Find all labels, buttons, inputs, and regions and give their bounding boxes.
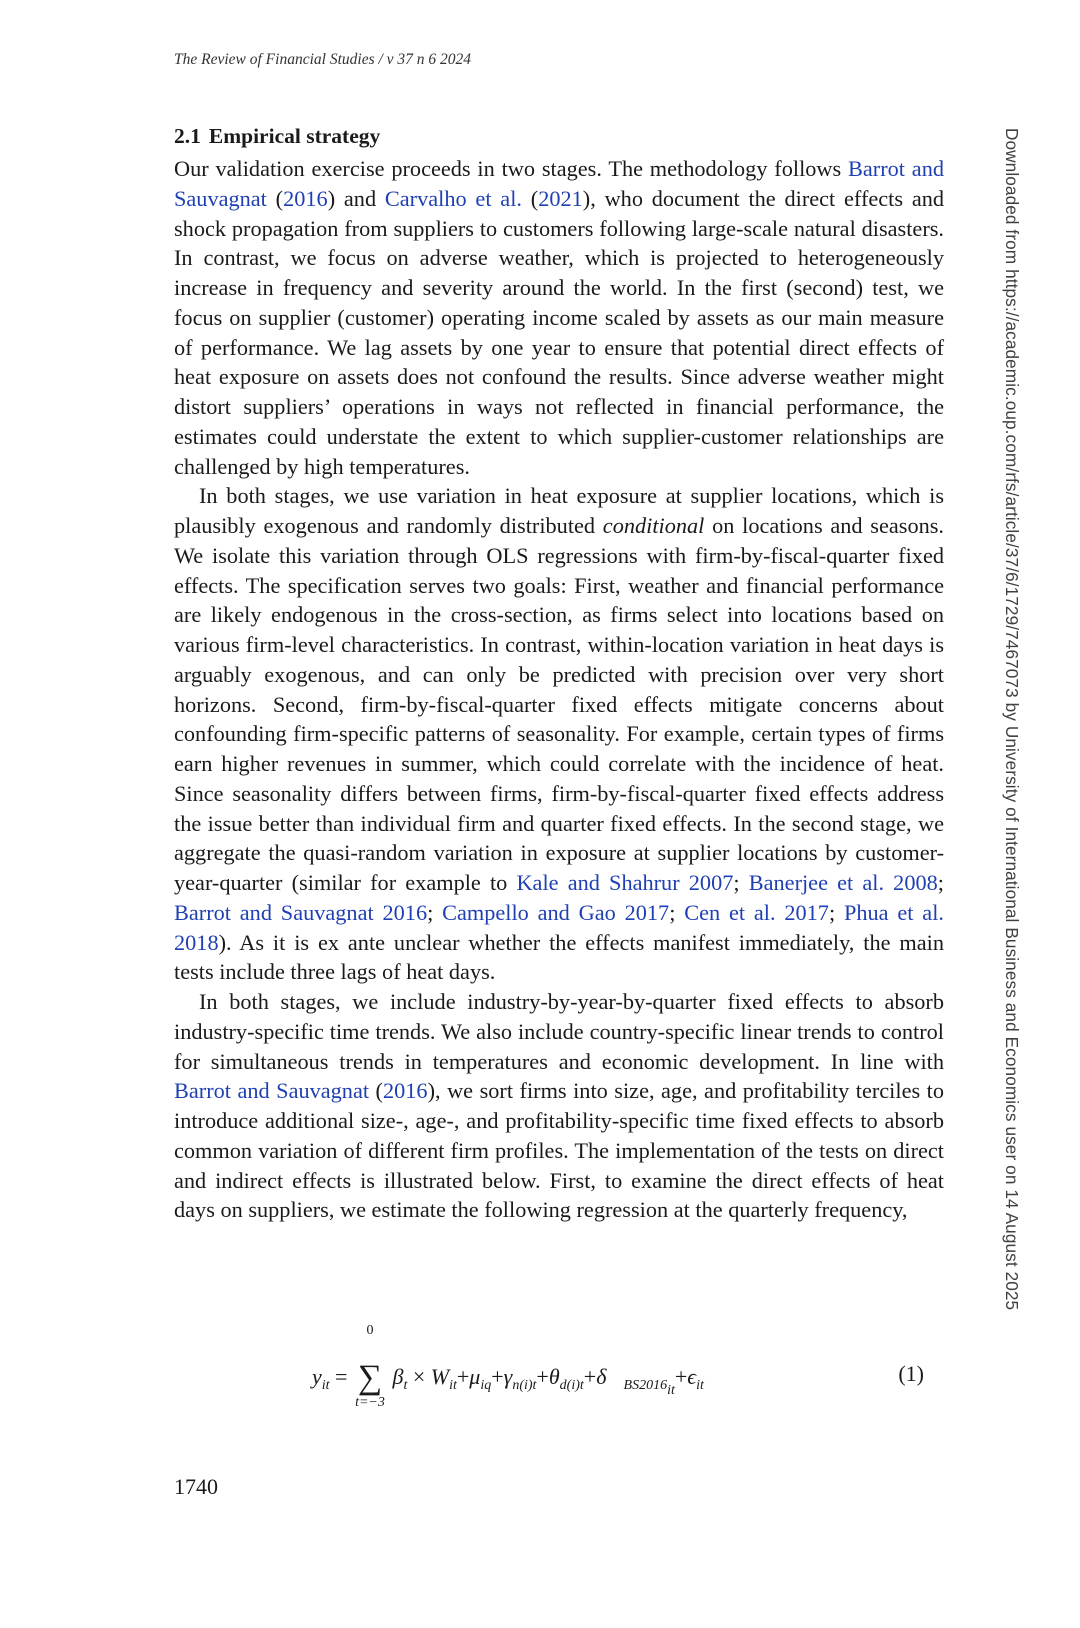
citation-year-link[interactable]: 2016 [382, 1078, 428, 1104]
section-number: 2.1 [174, 124, 201, 148]
paragraph-1 [174, 154, 944, 481]
eq-operator: + [674, 1364, 688, 1389]
equation-body [312, 1323, 704, 1410]
eq-subscript: it [449, 1378, 457, 1393]
eq-subsubscript: it [667, 1383, 675, 1398]
eq-operator: = [335, 1364, 348, 1389]
summation [353, 1323, 387, 1410]
text-run: ; [669, 899, 685, 925]
download-watermark: Downloaded from https://academic.oup.com/rfs/article/37/6/1729/7467073 by University of International Business and Economics user on 14 August 2025 [1002, 128, 1022, 1311]
eq-subscript: iq [480, 1378, 492, 1393]
equation-number: (1) [898, 1361, 924, 1386]
citation-year-link[interactable]: 2021 [538, 185, 583, 211]
running-head: The Review of Financial Studies / v 37 n 6 2024 [174, 51, 472, 68]
text-run: on locations and seasons. We isolate this variation through OLS regressions with firm-by-fiscal-quarter fixed effects. The specification serves two goals: First, weather and financial performance are likely endogenous in the cross-section, as firms select into locations based on various firm-level characteristics. In contrast, within-location variation in heat days is arguably exogenous, and can only be predicted with precision over very short horizons. Second, firm-by-fiscal-quarter fixed effects mitigate concerns about confounding firm-specific patterns of seasonality. For example, certain types of firms earn higher revenues in summer, which could correlate with the incidence of heat. Since seasonality differs between firms, firm-by-fiscal-quarter fixed effects address the issue better than individual firm and quarter fixed effects. In the second stage, we aggregate the quasi-random variation in exposure at supplier locations by customer-year-quarter (similar for example to [174, 513, 944, 895]
citation-link[interactable]: Kale and Shahrur 2007 [516, 870, 734, 895]
eq-operator: × [412, 1364, 426, 1389]
text-run: In both stages, we use variation in heat exposure at supplier locations, which is plausibly exogenous and randomly distributed [174, 483, 944, 538]
eq-symbol: θ [548, 1364, 560, 1389]
text-run: ; [733, 870, 749, 895]
sum-lower-limit: t=−3 [355, 1395, 385, 1410]
citation-link[interactable]: Campello and Gao 2017 [442, 899, 670, 925]
citation-link[interactable]: Barrot and Sauvagnat 2016 [174, 899, 428, 925]
text-run: ( [521, 185, 539, 211]
citation-link[interactable]: Barrot and Sauvagnat [174, 156, 944, 211]
sum-upper-limit: 0 [366, 1323, 374, 1338]
eq-symbol: y [312, 1364, 322, 1389]
eq-subscript: it [321, 1378, 330, 1393]
text-run: ; [937, 870, 944, 895]
paragraph-3 [174, 987, 944, 1225]
eq-symbol: δ⃗ [596, 1364, 624, 1389]
eq-subscript-text: BS2016 [623, 1378, 668, 1393]
citation-link[interactable]: Carvalho et al. [384, 185, 522, 211]
text-run: Our validation exercise proceeds in two stages. The methodology follows [174, 156, 849, 181]
citation-link[interactable]: Cen et al. 2017 [684, 899, 829, 925]
text-run: ( [266, 185, 284, 211]
equation [174, 1323, 944, 1455]
body-text [174, 154, 944, 1225]
paragraph-2 [174, 481, 944, 987]
page-number: 1740 [174, 1474, 218, 1499]
eq-symbol: W [430, 1364, 450, 1389]
eq-symbol: β [392, 1364, 404, 1389]
eq-subscript: n(i)t [512, 1378, 537, 1393]
citation-link[interactable]: Barrot and Sauvagnat [174, 1078, 370, 1104]
text-run: ; [828, 899, 844, 925]
text-run: ( [369, 1078, 383, 1104]
eq-symbol: ϵ [687, 1364, 697, 1389]
citation-year-link[interactable]: 2016 [283, 185, 328, 211]
eq-symbol: γ [503, 1364, 513, 1389]
emphasis: conditional [602, 513, 705, 538]
eq-operator: + [536, 1364, 549, 1389]
citation-link[interactable]: Phua et al. 2018 [174, 899, 944, 955]
eq-subscript: t [403, 1378, 408, 1393]
eq-operator: + [491, 1364, 504, 1389]
eq-subscript: d(i)t [559, 1378, 584, 1393]
text-run: ; [427, 899, 443, 925]
text-run: ) and [327, 185, 385, 211]
sum-sign: ∑ [357, 1359, 383, 1396]
eq-operator: + [583, 1364, 597, 1389]
eq-symbol: μ [469, 1364, 481, 1389]
section-heading [174, 124, 380, 149]
eq-subscript [623, 1378, 675, 1398]
section-title: Empirical strategy [208, 124, 381, 148]
eq-subscript: it [696, 1378, 704, 1393]
eq-operator: + [456, 1364, 470, 1389]
citation-link[interactable]: Banerjee et al. 2008 [748, 870, 938, 895]
text-run: In both stages, we include industry-by-year-by-quarter fixed effects to absorb industry-specific time trends. We also include country-specific linear trends to control for simultaneous trends in temperatures and economic development. In line with [174, 989, 944, 1074]
text-run: ), we sort firms into size, age, and profitability terciles to introduce additional size-, age-, and profitability-specific time fixed effects to absorb common variation of different firm profiles. The implementation of the tests on direct and indirect effects is illustrated below. First, to examine the direct effects of heat days on suppliers, we estimate the following regression at the quarterly frequency, [174, 1078, 944, 1223]
text-run: ). As it is ex ante unclear whether the effects manifest immediately, the main tests include three lags of heat days. [174, 929, 944, 985]
text-run: ), who document the direct effects and shock propagation from suppliers to customers following large-scale natural disasters. In contrast, we focus on adverse weather, which is projected to heterogeneously increase in frequency and severity around the world. In the first (second) test, we focus on supplier (customer) operating income scaled by assets as our main measure of performance. We lag assets by one year to ensure that potential direct effects of heat exposure on assets does not confound the results. Since adverse weather might distort suppliers’ operations in ways not reflected in financial performance, the estimates could understate the extent to which supplier-customer relationships are challenged by high temperatures. [174, 185, 945, 479]
